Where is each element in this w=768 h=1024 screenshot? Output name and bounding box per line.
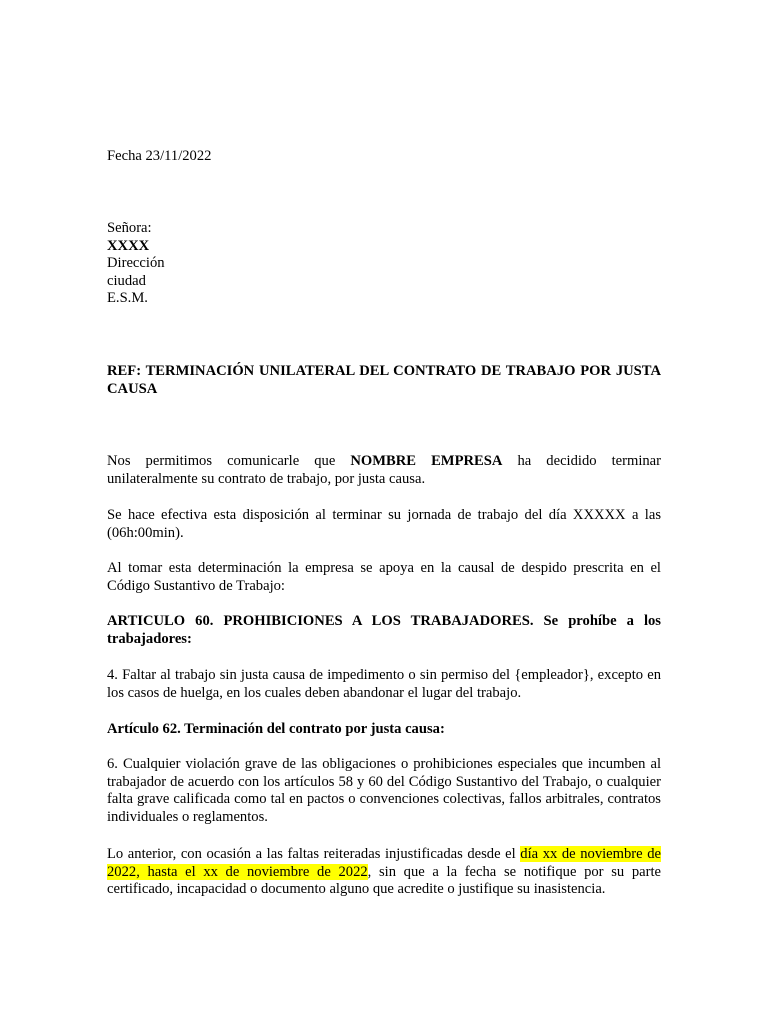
- paragraph-notification-rest: ha decidido terminar unilateralmente su contrato de trabajo, por justa causa.: [107, 453, 662, 487]
- letter-date: Fecha 23/11/2022: [107, 148, 212, 164]
- paragraph-closing: [107, 846, 661, 899]
- closing-lead: Lo anterior, con ocasión a las faltas reiteradas injustificadas desde el: [107, 846, 521, 862]
- recipient-name: XXXX: [107, 237, 150, 254]
- closing-highlighted-dates: día xx de noviembre de 2022, hasta el xx de noviembre de 2022: [107, 846, 661, 880]
- closing-rest: , sin que a la fecha se notifique por su parte certificado, incapacidad o documento alguno que acredite o justifique su inasistencia.: [107, 863, 661, 897]
- article-62-heading: Artículo 62. Terminación del contrato por justa causa:: [107, 721, 445, 737]
- recipient-address: Dirección: [107, 255, 165, 271]
- recipient-block: [107, 220, 661, 308]
- letter-page: [107, 0, 661, 1024]
- recipient-esm: E.S.M.: [107, 290, 148, 306]
- reference-heading: REF: TERMINACIÓN UNILATERAL DEL CONTRATO DE TRABAJO POR JUSTA CAUSA: [107, 363, 661, 397]
- article-60-heading: ARTICULO 60. PROHIBICIONES A LOS TRABAJADORES. Se prohíbe a los trabajadores:: [107, 613, 661, 647]
- company-name: NOMBRE EMPRESA: [350, 453, 503, 469]
- paragraph-notification-lead: Nos permitimos comunicarle que: [107, 453, 351, 469]
- paragraph-legal-basis: Al tomar esta determinación la empresa se apoya en la causal de despido prescrita en el Código Sustantivo de Trabajo:: [107, 560, 661, 594]
- paragraph-effective-date: Se hace efectiva esta disposición al terminar su jornada de trabajo del día XXXXX a las (06h:00min).: [107, 507, 661, 541]
- recipient-city: ciudad: [107, 272, 146, 289]
- article-60-item-4: 4. Faltar al trabajo sin justa causa de impedimento o sin permiso del {empleador}, excepto en los casos de huelga, en los cuales deben abandonar el lugar del trabajo.: [107, 667, 661, 701]
- recipient-salutation: Señora:: [107, 220, 152, 236]
- paragraph-notification: [107, 453, 661, 488]
- article-62-item-6: 6. Cualquier violación grave de las obligaciones o prohibiciones especiales que incumben al trabajador de acuerdo con los artículos 58 y 60 del Código Sustantivo del Trabajo, o cualquier falta grave calificada como tal en pactos o convenciones colectivas, fallos arbitrales, contratos individuales o reglamentos.: [107, 756, 661, 825]
